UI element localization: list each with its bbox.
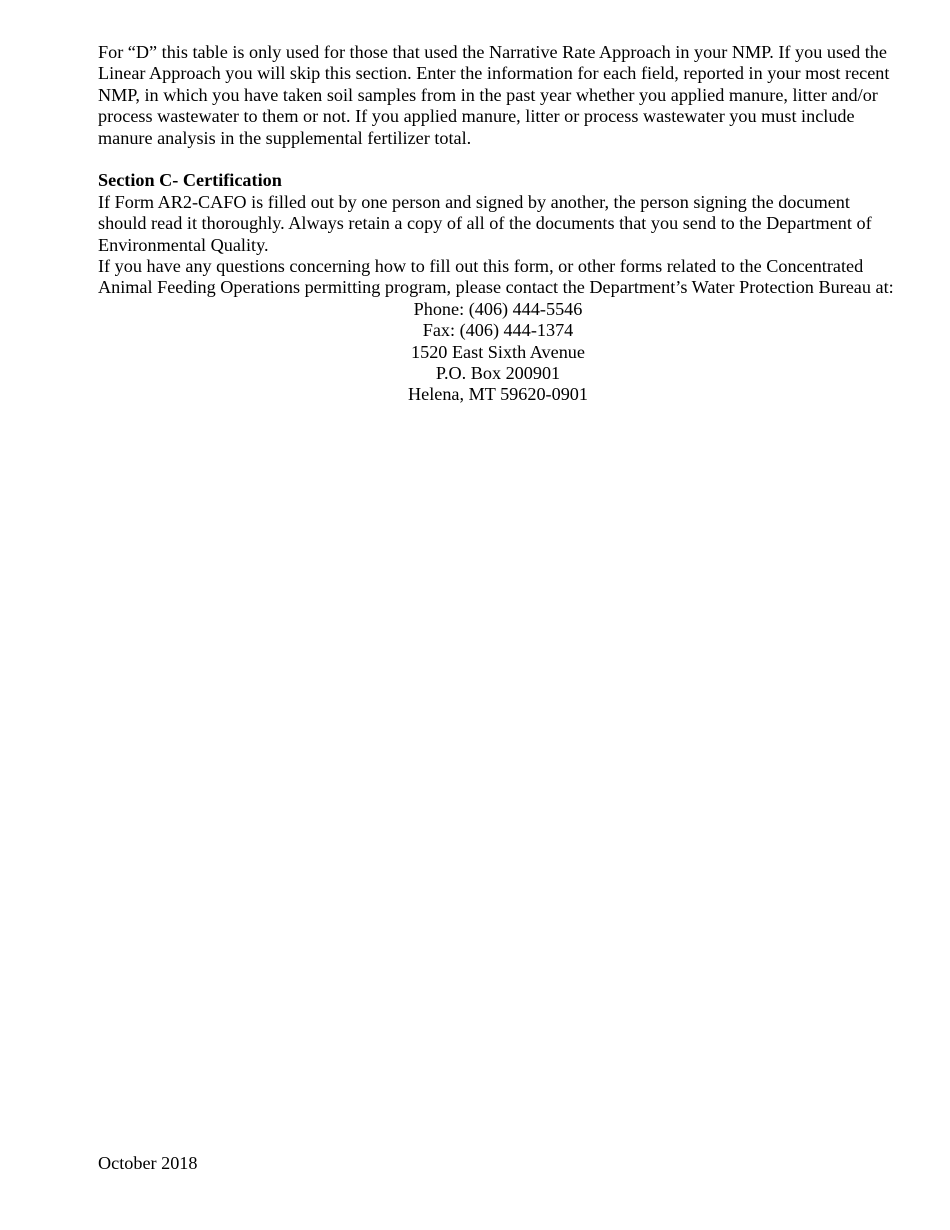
paragraph-spacer	[98, 149, 898, 170]
questions-paragraph: If you have any questions concerning how to fill out this form, or other forms related to the Concentrated Animal Feeding Operations permitting program, please contact the Department’s Water Protection Bureau at:	[98, 256, 894, 298]
certification-paragraph: If Form AR2-CAFO is filled out by one person and signed by another, the person signing the document should read it thoroughly. Always retain a copy of all of the documents that you send to the Department of Environmental Quality.	[98, 191, 872, 255]
contact-street: 1520 East Sixth Avenue	[411, 341, 585, 362]
contact-phone: Phone: (406) 444-5546	[413, 298, 583, 319]
section-c-heading: Section C- Certification	[98, 170, 282, 191]
contact-block	[98, 299, 898, 406]
document-body	[98, 42, 898, 406]
contact-po-box: P.O. Box 200901	[435, 363, 561, 384]
contact-city-state-zip: Helena, MT 59620-0901	[408, 384, 588, 405]
intro-paragraph: For “D” this table is only used for those that used the Narrative Rate Approach in your NMP. If you used the Linear Approach you will skip this section. Enter the information for each field, reported in your most recent NMP, in which you have taken soil samples from in the past year whether you applied manure, litter and/or process wastewater to them or not. If you applied manure, litter or process wastewater you must include manure analysis in the supplemental fertilizer total.	[98, 42, 890, 148]
contact-fax: Fax: (406) 444-1374	[422, 320, 574, 341]
footer-date: October 2018	[98, 1153, 198, 1173]
